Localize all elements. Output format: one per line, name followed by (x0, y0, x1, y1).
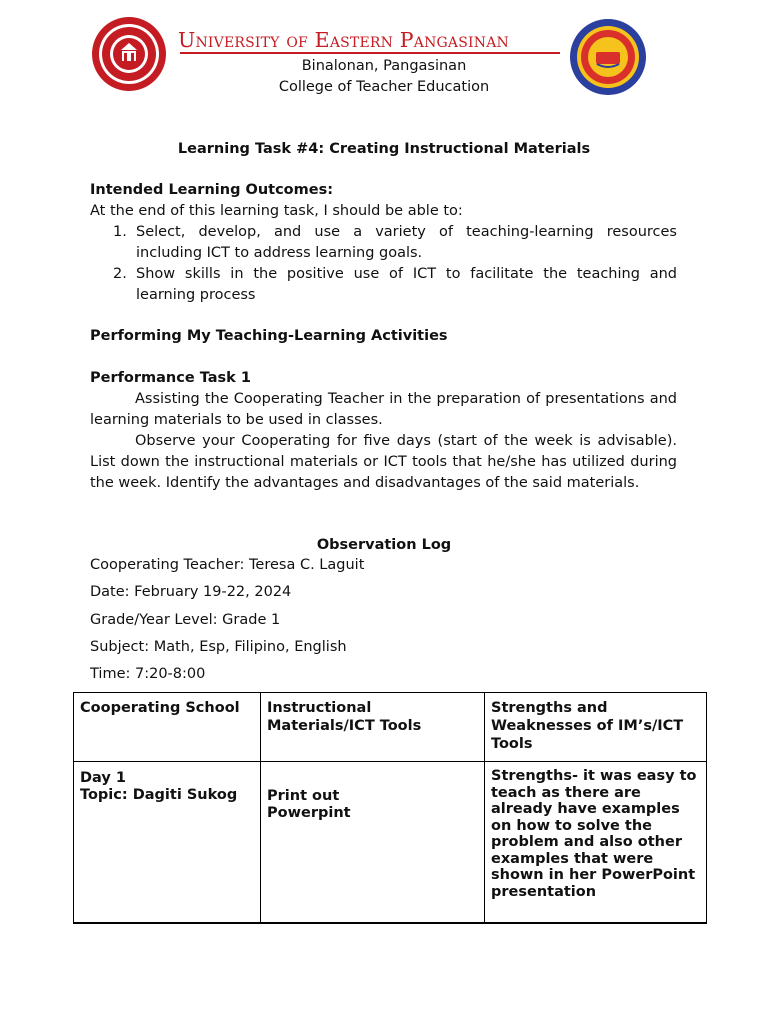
activities-heading: Performing My Teaching-Learning Activities (90, 328, 448, 344)
outcomes-intro: At the end of this learning task, I should be able to: (90, 203, 463, 219)
task-paragraph-2: Observe your Cooperating for five days (start of the week is advisable). List down the instructional materials or ICT tools that he/she has utilized during the week. Identify the advantages and disadvantages of the said materials. (90, 433, 677, 491)
outcomes-heading: Intended Learning Outcomes: (90, 182, 334, 198)
cell-strengths: Strengths- it was easy to teach as there are already have examples on how to solve the problem and also other examples that were shown in her PowerPoint presentation (485, 762, 707, 924)
grade-level: Grade/Year Level: Grade 1 (90, 612, 281, 628)
subject: Subject: Math, Esp, Filipino, English (90, 639, 347, 655)
observation-table (73, 692, 707, 924)
table-header-row (74, 693, 707, 762)
observation-date: Date: February 19-22, 2024 (90, 584, 292, 600)
cte-seal-logo (569, 18, 647, 96)
task-heading: Performance Task 1 (90, 370, 251, 386)
time: Time: 7:20-8:00 (90, 666, 206, 682)
outcome-item-1: Select, develop, and use a variety of teaching-learning resources including ICT to address learning goals. (136, 224, 677, 261)
cell-tools: Print out Powerpint (261, 762, 485, 924)
header-instructional-materials: Instructional Materials/ICT Tools (261, 693, 485, 762)
cell-school-day: Day 1 Topic: Dagiti Sukog (74, 762, 261, 924)
header-strengths-weaknesses: Strengths and Weaknesses of IM’s/ICT Tools (485, 693, 707, 762)
university-location: Binalonan, Pangasinan (301, 58, 467, 74)
uep-seal-logo (91, 16, 167, 92)
outcome-item-2: Show skills in the positive use of ICT to facilitate the teaching and learning process (136, 266, 677, 303)
outcome-number-2: 2. (113, 266, 127, 282)
university-name: University of Eastern Pangasinan (178, 28, 509, 52)
table-row (74, 762, 707, 924)
observation-log-heading: Observation Log (316, 537, 452, 553)
document-title: Learning Task #4: Creating Instructional Materials (177, 141, 591, 157)
outcome-number-1: 1. (113, 224, 127, 240)
cooperating-teacher: Cooperating Teacher: Teresa C. Laguit (90, 557, 365, 573)
college-name: College of Teacher Education (278, 79, 490, 95)
header-cooperating-school: Cooperating School (74, 693, 261, 762)
header-rule (180, 52, 560, 54)
task-paragraph-1: Assisting the Cooperating Teacher in the preparation of presentations and learning materials to be used in classes. (90, 391, 677, 428)
